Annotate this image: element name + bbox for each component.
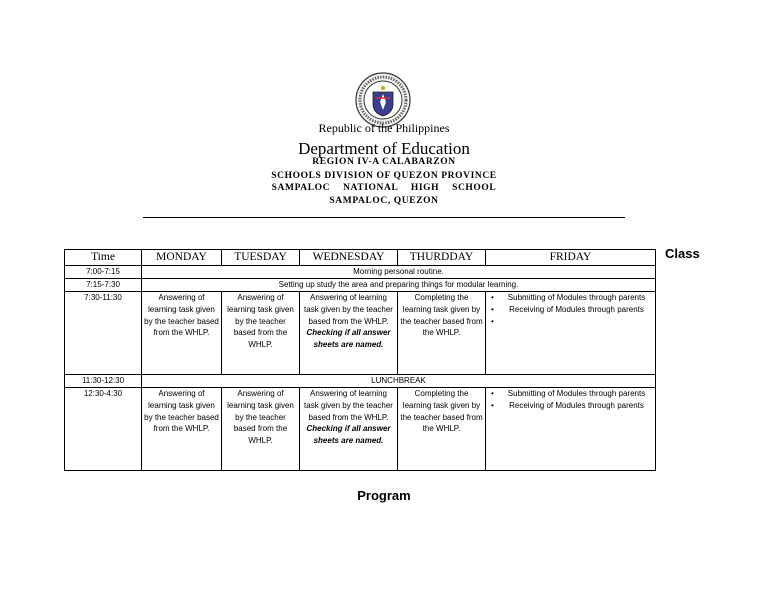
time-cell: 7:30-11:30	[65, 292, 142, 375]
tuesday-cell: Answering of learning task given by the teacher based from the WHLP.	[222, 292, 300, 375]
wednesday-task: Answering of learning task given by the teacher based from the WHLP.	[304, 293, 393, 326]
friday-item: • Receiving of Modules through parents	[488, 304, 653, 316]
header-monday: MONDAY	[142, 250, 222, 266]
header-divider	[143, 217, 625, 218]
table-row	[65, 388, 656, 471]
friday-item: • Submitting of Modules through parents	[488, 292, 653, 304]
deped-seal-logo	[355, 72, 411, 128]
table-row	[65, 292, 656, 375]
friday-item: • Receiving of Modules through parents	[488, 400, 653, 412]
friday-cell	[486, 388, 656, 471]
friday-cell	[486, 292, 656, 375]
program-label: Program	[357, 488, 411, 503]
table-row	[65, 279, 656, 292]
monday-cell: Answering of learning task given by the teacher based from the WHLP.	[142, 388, 222, 471]
time-cell: 7:00-7:15	[65, 266, 142, 279]
time-cell: 12:30-4:30	[65, 388, 142, 471]
table-header-row	[65, 250, 656, 266]
thursday-cell: Completing the learning task given by the teacher based from the WHLP.	[398, 388, 486, 471]
school-address: SAMPALOC, QUEZON	[329, 196, 439, 206]
time-cell: 11:30-12:30	[65, 375, 142, 388]
header-friday: FRIDAY	[486, 250, 656, 266]
activity-cell: LUNCHBREAK	[142, 375, 656, 388]
thursday-cell: Completing the learning task given by the teacher based from the WHLP.	[398, 292, 486, 375]
republic-title: Republic of the Philippines	[318, 121, 450, 135]
schedule-table	[64, 249, 656, 471]
header-time: Time	[65, 250, 142, 266]
school-name: SAMPALOC NATIONAL HIGH SCHOOL	[271, 183, 497, 193]
tuesday-cell: Answering of learning task given by the teacher based from the WHLP.	[222, 388, 300, 471]
friday-item: • Submitting of Modules through parents	[488, 388, 653, 400]
department-title: Department of Education	[298, 139, 470, 158]
activity-cell: Morning personal routine.	[142, 266, 656, 279]
region-line: REGION IV-A CALABARZON	[312, 157, 456, 167]
wednesday-note: Checking if all answer sheets are named.	[306, 424, 391, 446]
monday-cell: Answering of learning task given by the teacher based from the WHLP.	[142, 292, 222, 375]
table-row	[65, 375, 656, 388]
wednesday-note: Checking if all answer sheets are named.	[306, 328, 391, 350]
wednesday-task: Answering of learning task given by the teacher based from the WHLP.	[304, 389, 393, 422]
wednesday-cell	[300, 388, 398, 471]
wednesday-cell	[300, 292, 398, 375]
time-cell: 7:15-7:30	[65, 279, 142, 292]
header-tuesday: TUESDAY	[222, 250, 300, 266]
activity-cell: Setting up study the area and preparing things for modular learning.	[142, 279, 656, 292]
division-line: SCHOOLS DIVISION OF QUEZON PROVINCE	[271, 171, 497, 181]
table-row	[65, 266, 656, 279]
header-wednesday: WEDNESDAY	[300, 250, 398, 266]
class-label: Class	[665, 246, 700, 261]
header-thursday: THURDDAY	[398, 250, 486, 266]
